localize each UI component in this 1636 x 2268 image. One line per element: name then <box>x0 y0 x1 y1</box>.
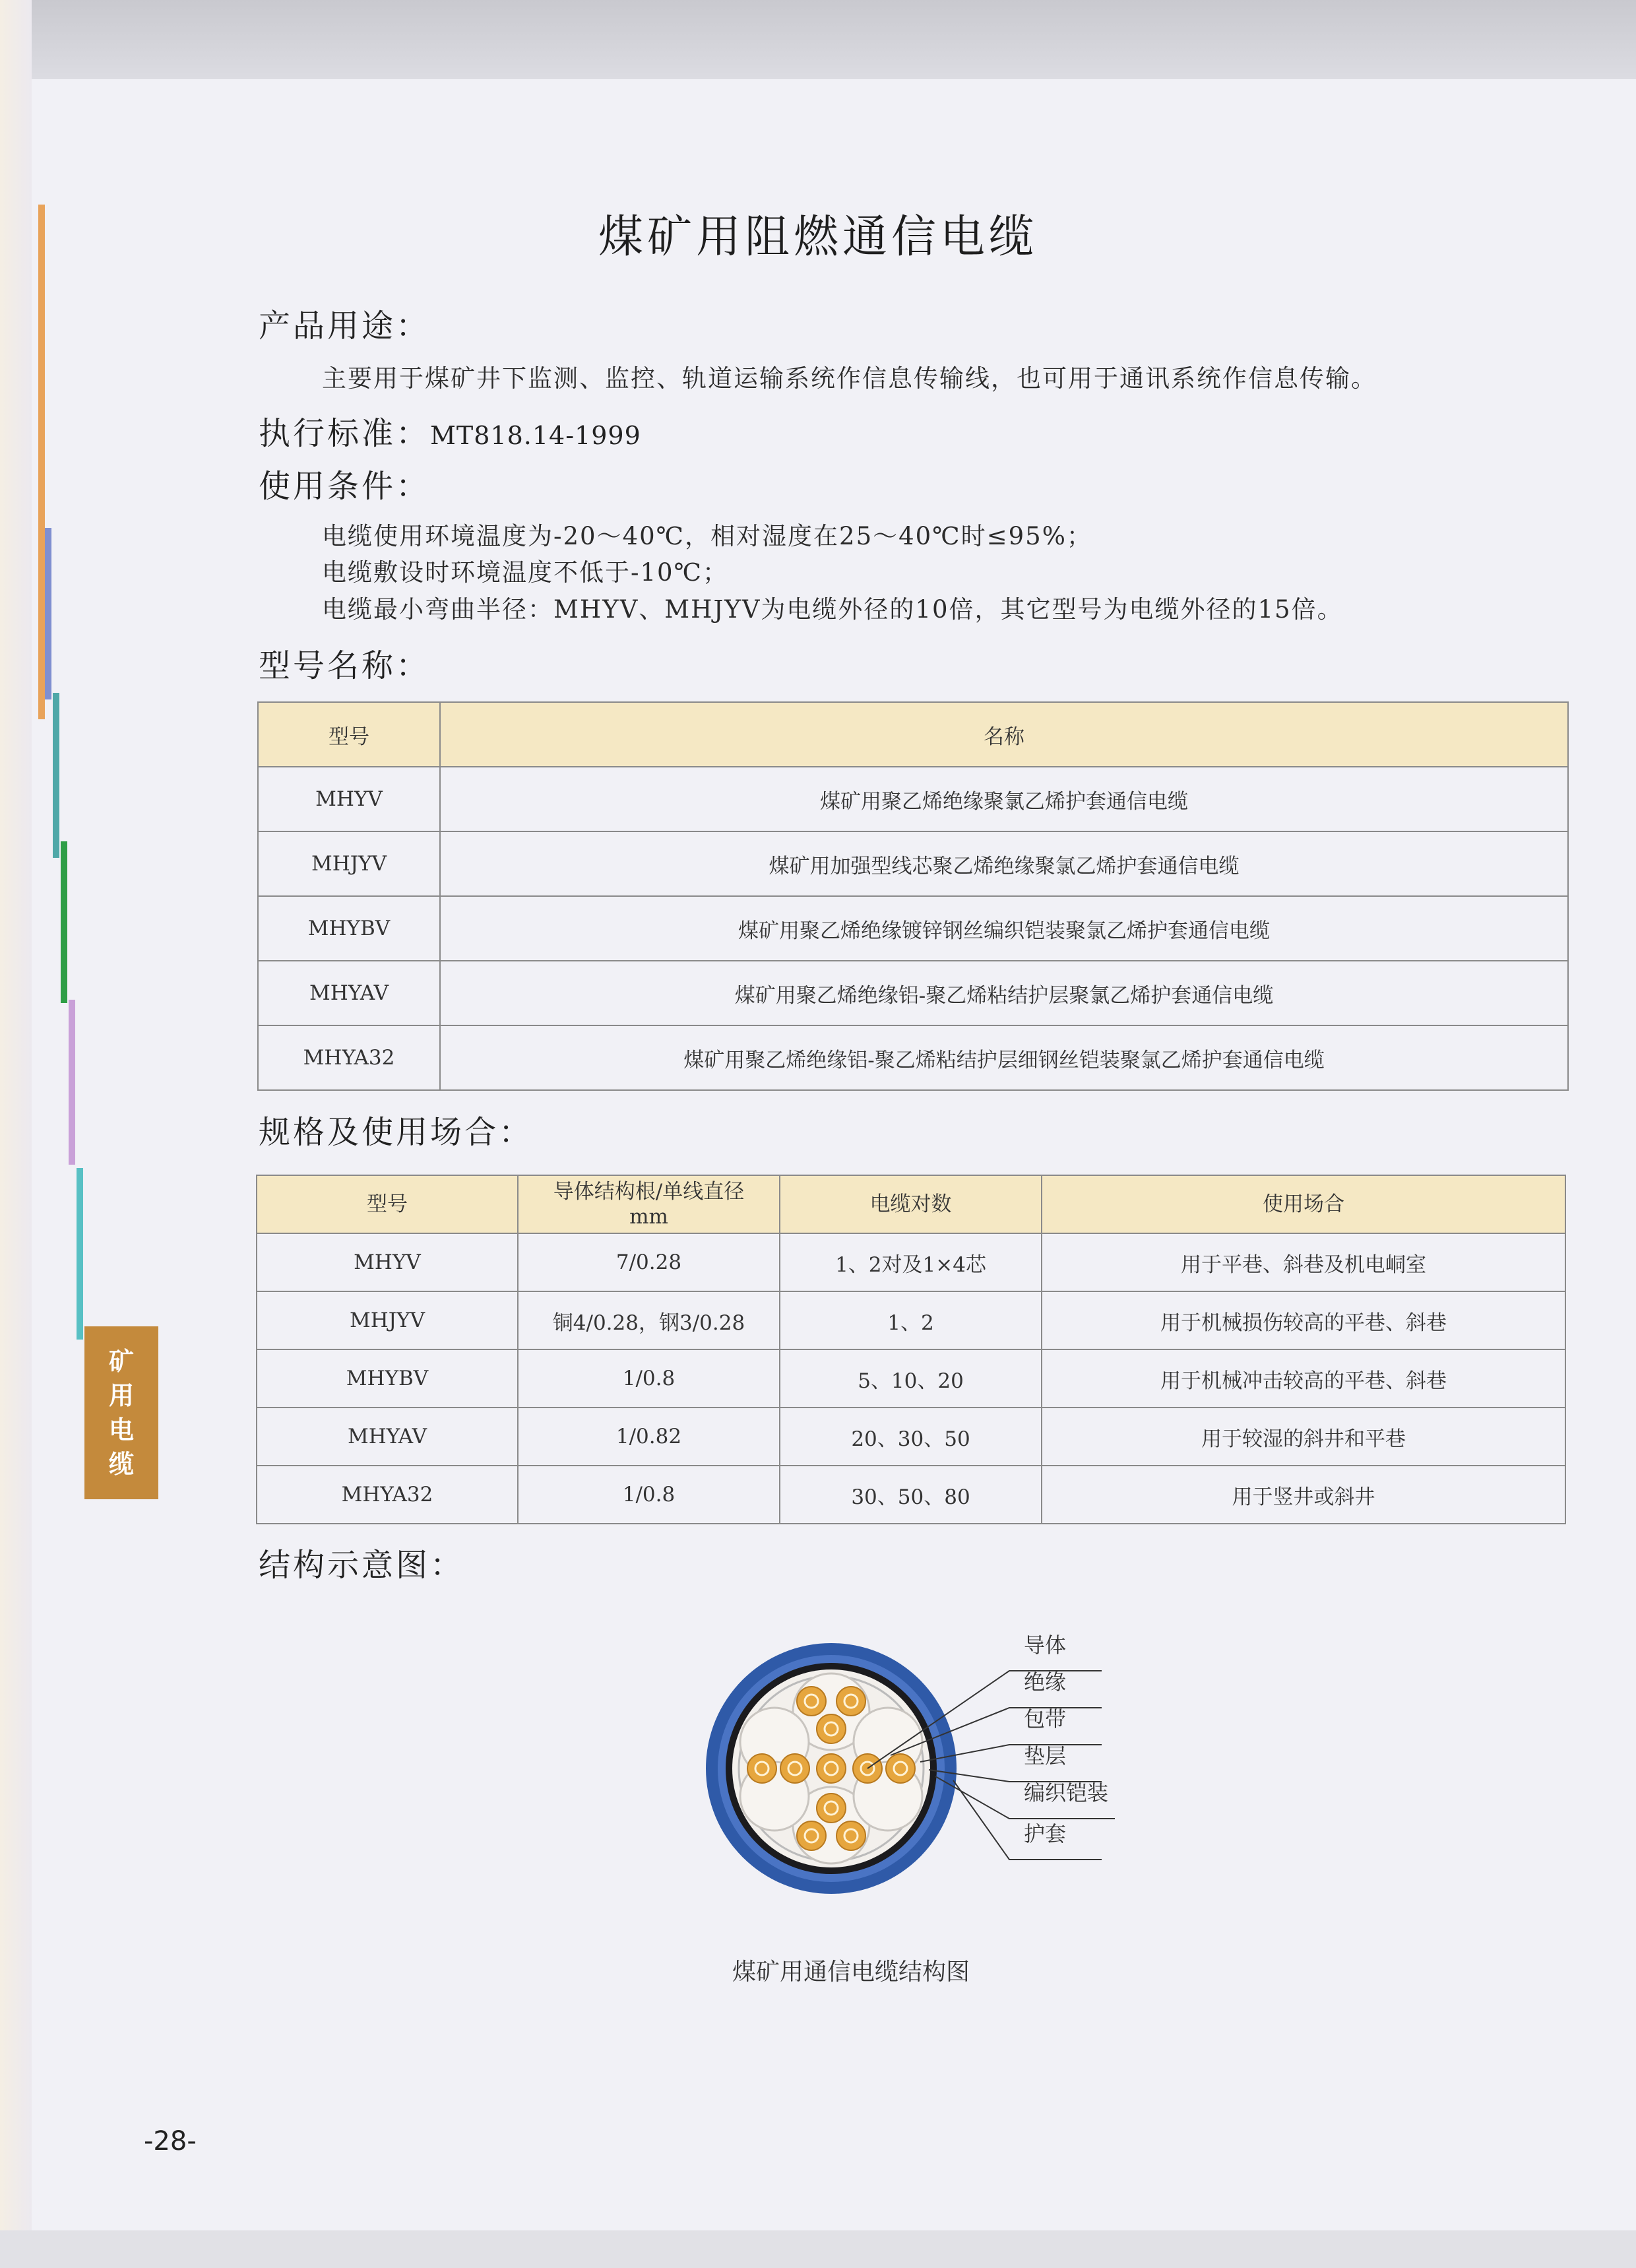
edge-mark-purple <box>69 1000 75 1165</box>
model-cell: MHYV <box>257 1233 518 1291</box>
name-cell: 煤矿用聚乙烯绝缘聚氯乙烯护套通信电缆 <box>440 767 1568 831</box>
name-cell: 煤矿用聚乙烯绝缘铝-聚乙烯粘结护层聚氯乙烯护套通信电缆 <box>440 961 1568 1025</box>
side-tab-char: 电 <box>108 1415 134 1444</box>
column-header: 使用场合 <box>1042 1175 1565 1233</box>
edge-mark-cyan <box>77 1168 83 1340</box>
label-bedding: 垫层 <box>1024 1743 1067 1768</box>
conductor <box>780 1754 809 1783</box>
usage-heading: 产品用途： <box>259 308 431 344</box>
label-tape: 包带 <box>1024 1706 1067 1732</box>
table-row <box>257 1466 1565 1524</box>
column-header: 型号 <box>257 1175 518 1233</box>
pairs-cell: 20、30、50 <box>780 1408 1042 1466</box>
specs-table <box>256 1175 1566 1524</box>
bottom-band <box>0 2230 1636 2268</box>
model-cell: MHYBV <box>258 896 440 961</box>
edge-mark-blue <box>45 528 51 699</box>
column-header: 名称 <box>440 702 1568 767</box>
table-row <box>258 961 1568 1025</box>
table-row <box>258 1025 1568 1090</box>
table-row <box>258 896 1568 961</box>
conductor-cell: 铜4/0.28，钢3/0.28 <box>518 1291 780 1349</box>
conditions-heading: 使用条件： <box>259 468 431 505</box>
usage-cell: 用于机械冲击较高的平巷、斜巷 <box>1042 1349 1565 1408</box>
diagram-caption: 煤矿用通信电缆结构图 <box>732 1959 970 1986</box>
left-page-edge <box>0 0 32 2268</box>
label-sheath: 护套 <box>1024 1821 1067 1846</box>
conductor <box>797 1687 826 1716</box>
side-tab-char: 缆 <box>108 1450 134 1479</box>
conductor <box>817 1794 846 1823</box>
pairs-cell: 30、50、80 <box>780 1466 1042 1524</box>
conductor <box>836 1821 865 1850</box>
conductor-cell: 7/0.28 <box>518 1233 780 1291</box>
standard-value: MT818.14-1999 <box>430 421 641 450</box>
pairs-cell: 1、2对及1×4芯 <box>780 1233 1042 1291</box>
table-header-row <box>257 1175 1565 1233</box>
page-title: 煤矿用阻燃通信电缆 <box>598 211 1038 263</box>
table-row <box>257 1408 1565 1466</box>
edge-mark-orange <box>38 205 45 719</box>
table-header-row <box>258 702 1568 767</box>
models-table <box>257 701 1569 1091</box>
column-header: 型号 <box>258 702 440 767</box>
name-cell: 煤矿用加强型线芯聚乙烯绝缘聚氯乙烯护套通信电缆 <box>440 831 1568 896</box>
model-cell: MHYV <box>258 767 440 831</box>
name-cell: 煤矿用聚乙烯绝缘铝-聚乙烯粘结护层细钢丝铠装聚氯乙烯护套通信电缆 <box>440 1025 1568 1090</box>
specs-heading: 规格及使用场合： <box>259 1114 534 1151</box>
header-line: 导体结构根/单线直径 <box>553 1180 745 1204</box>
page-number: -28- <box>144 2126 197 2156</box>
conductor <box>817 1754 846 1783</box>
usage-cell: 用于竖井或斜井 <box>1042 1466 1565 1524</box>
models-heading: 型号名称： <box>259 647 431 684</box>
edge-mark-green <box>61 841 67 1003</box>
condition-line: 电缆最小弯曲半径：MHYV、MHJYV为电缆外径的10倍，其它型号为电缆外径的15倍。 <box>322 595 1343 624</box>
table-row <box>257 1233 1565 1291</box>
conductor-cell: 1/0.8 <box>518 1466 780 1524</box>
column-header: 电缆对数 <box>780 1175 1042 1233</box>
model-cell: MHYA32 <box>257 1466 518 1524</box>
pairs-cell: 5、10、20 <box>780 1349 1042 1408</box>
side-tab-char: 用 <box>108 1381 134 1410</box>
usage-text: 主要用于煤矿井下监测、监控、轨道运输系统作信息传输线，也可用于通讯系统作信息传输。 <box>322 364 1377 393</box>
model-cell: MHJYV <box>258 831 440 896</box>
conductor <box>836 1687 865 1716</box>
table-row <box>258 831 1568 896</box>
label-insulation: 绝缘 <box>1024 1669 1067 1695</box>
side-tab-char: 矿 <box>108 1347 134 1376</box>
edge-mark-teal <box>53 693 59 858</box>
standard-heading <box>259 408 641 453</box>
model-cell: MHYBV <box>257 1349 518 1408</box>
conductor-cell: 1/0.82 <box>518 1408 780 1466</box>
conductor <box>747 1754 776 1783</box>
header-unit: mm <box>629 1205 668 1229</box>
table-row <box>258 767 1568 831</box>
conductor <box>797 1821 826 1850</box>
condition-line: 电缆使用环境温度为-20～40℃，相对湿度在25～40℃时≤95%； <box>322 522 1092 550</box>
usage-cell: 用于较湿的斜井和平巷 <box>1042 1408 1565 1466</box>
pairs-cell: 1、2 <box>780 1291 1042 1349</box>
model-cell: MHJYV <box>257 1291 518 1349</box>
condition-line: 电缆敷设时环境温度不低于-10℃； <box>322 558 728 587</box>
standard-label: 执行标准： <box>259 415 431 452</box>
column-header <box>518 1175 780 1233</box>
section-side-tab <box>84 1326 158 1499</box>
label-armor: 编织铠装 <box>1024 1780 1109 1805</box>
structure-heading: 结构示意图： <box>259 1547 465 1584</box>
name-cell: 煤矿用聚乙烯绝缘镀锌钢丝编织铠装聚氯乙烯护套通信电缆 <box>440 896 1568 961</box>
top-shadow-band <box>32 0 1636 79</box>
conductor <box>817 1714 846 1743</box>
conductor-cell: 1/0.8 <box>518 1349 780 1408</box>
usage-cell: 用于平巷、斜巷及机电峒室 <box>1042 1233 1565 1291</box>
table-row <box>257 1291 1565 1349</box>
usage-cell: 用于机械损伤较高的平巷、斜巷 <box>1042 1291 1565 1349</box>
model-cell: MHYA32 <box>258 1025 440 1090</box>
model-cell: MHYAV <box>258 961 440 1025</box>
table-row <box>257 1349 1565 1408</box>
model-cell: MHYAV <box>257 1408 518 1466</box>
label-conductor: 导体 <box>1024 1633 1067 1658</box>
conductor <box>886 1754 915 1783</box>
